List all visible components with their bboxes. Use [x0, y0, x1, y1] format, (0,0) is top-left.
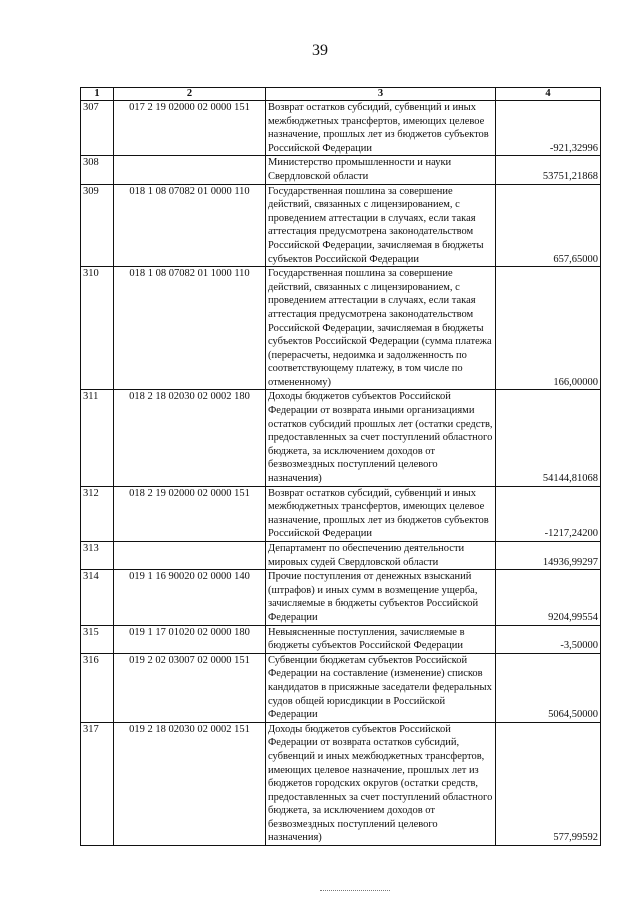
table-row [81, 722, 601, 845]
row-number-cell: 312 [81, 486, 114, 541]
table-row [81, 267, 601, 390]
scan-footer-mark [320, 890, 390, 895]
amount-cell: -3,50000 [496, 625, 601, 653]
amount-cell: 166,00000 [496, 267, 601, 390]
description-cell: Доходы бюджетов субъектов Российской Федерации от возврата остатков субсидий, субвенций и иных межбюджетных трансфертов, имеющих целевое назначение, прошлых лет из бюджетов городских округов (остатки средств, предоставленных за счет поступлений областного бюджета, за исключением доходов от безвозмездных поступлений целевого назначения) [266, 722, 496, 845]
description-cell: Департамент по обеспечению деятельности мировых судей Свердловской области [266, 542, 496, 570]
table-row [81, 542, 601, 570]
description-cell: Возврат остатков субсидий, субвенций и иных межбюджетных трансфертов, имеющих целевое назначение, прошлых лет из бюджетов субъектов Российской Федерации [266, 101, 496, 156]
row-number-cell: 317 [81, 722, 114, 845]
description-cell: Государственная пошлина за совершение действий, связанных с лицензированием, с проведением аттестации в случаях, если такая аттестация предусмотрена законодательством Российской Федерации, зачисляемая в бюджеты субъектов Российской Федерации [266, 184, 496, 267]
budget-code-cell: 018 1 08 07082 01 0000 110 [114, 184, 266, 267]
description-cell: Министерство промышленности и науки Свердловской области [266, 156, 496, 184]
budget-code-cell [114, 542, 266, 570]
budget-code-cell: 019 2 02 03007 02 0000 151 [114, 653, 266, 722]
budget-code-cell: 019 2 18 02030 02 0002 151 [114, 722, 266, 845]
row-number-cell: 308 [81, 156, 114, 184]
row-number-cell: 309 [81, 184, 114, 267]
description-cell: Государственная пошлина за совершение действий, связанных с лицензированием, с проведением аттестации в случаях, если такая аттестация предусмотрена законодательством Российской Федерации, зачисляемая в бюджеты субъектов Российской Федерации (сумма платежа (перерасчеты, недоимка и задолженность по соответствующему платежу, в том числе по отмененному) [266, 267, 496, 390]
row-number-cell: 307 [81, 101, 114, 156]
table-row [81, 570, 601, 625]
budget-code-cell: 018 2 19 02000 02 0000 151 [114, 486, 266, 541]
budget-code-cell [114, 156, 266, 184]
amount-cell: 53751,21868 [496, 156, 601, 184]
budget-code-cell: 019 1 17 01020 02 0000 180 [114, 625, 266, 653]
budget-code-cell: 019 1 16 90020 02 0000 140 [114, 570, 266, 625]
budget-code-cell: 018 2 18 02030 02 0002 180 [114, 390, 266, 486]
row-number-cell: 315 [81, 625, 114, 653]
description-cell: Невыясненные поступления, зачисляемые в бюджеты субъектов Российской Федерации [266, 625, 496, 653]
amount-cell: 9204,99554 [496, 570, 601, 625]
amount-cell: -921,32996 [496, 101, 601, 156]
description-cell: Возврат остатков субсидий, субвенций и иных межбюджетных трансфертов, имеющих целевое назначение, прошлых лет из бюджетов субъектов Российской Федерации [266, 486, 496, 541]
budget-code-cell: 017 2 19 02000 02 0000 151 [114, 101, 266, 156]
table-header-row [81, 88, 601, 101]
budget-code-cell: 018 1 08 07082 01 1000 110 [114, 267, 266, 390]
table-row [81, 625, 601, 653]
row-number-cell: 316 [81, 653, 114, 722]
table-row [81, 653, 601, 722]
page-number: 39 [312, 42, 328, 59]
row-number-cell: 311 [81, 390, 114, 486]
table-row [81, 101, 601, 156]
row-number-cell: 314 [81, 570, 114, 625]
description-cell: Доходы бюджетов субъектов Российской Федерации от возврата иными организациями остатков субсидий прошлых лет (остатки средств, предоставленных за счет поступлений областного бюджета, за исключением доходов от безвозмездных поступлений целевого назначения) [266, 390, 496, 486]
description-cell: Субвенции бюджетам субъектов Российской Федерации на составление (изменение) списков кандидатов в присяжные заседатели федеральных судов общей юрисдикции в Российской Федерации [266, 653, 496, 722]
column-header-3: 3 [266, 88, 496, 101]
description-cell: Прочие поступления от денежных взысканий (штрафов) и иных сумм в возмещение ущерба, зачисляемые в бюджеты субъектов Российской Федерации [266, 570, 496, 625]
column-header-4: 4 [496, 88, 601, 101]
table-row [81, 184, 601, 267]
revenue-table [80, 87, 601, 846]
table-row [81, 390, 601, 486]
table-body [81, 101, 601, 846]
amount-cell: 657,65000 [496, 184, 601, 267]
amount-cell: 14936,99297 [496, 542, 601, 570]
row-number-cell: 313 [81, 542, 114, 570]
column-header-2: 2 [114, 88, 266, 101]
amount-cell: 577,99592 [496, 722, 601, 845]
row-number-cell: 310 [81, 267, 114, 390]
amount-cell: 5064,50000 [496, 653, 601, 722]
table-row [81, 156, 601, 184]
table-row [81, 486, 601, 541]
column-header-1: 1 [81, 88, 114, 101]
amount-cell: -1217,24200 [496, 486, 601, 541]
amount-cell: 54144,81068 [496, 390, 601, 486]
